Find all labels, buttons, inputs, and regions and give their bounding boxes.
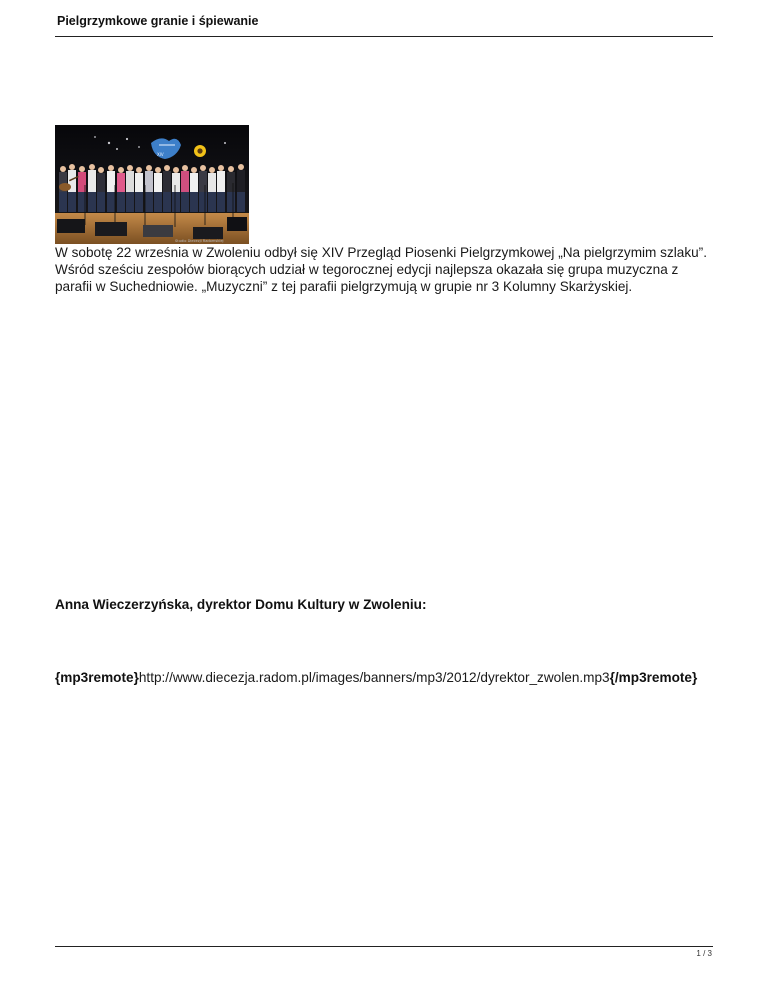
photo-credit: Studio Diecezji Radomskiej [175,239,224,243]
page-number: 1 / 3 [696,949,712,958]
article-photo [55,125,249,244]
choir-on-stage-image [55,125,249,244]
mp3-embed-code [55,669,715,686]
page-title: Pielgrzymkowe granie i śpiewanie [57,14,259,28]
article-intro: W sobotę 22 września w Zwoleniu odbył się XIV Przegląd Piosenki Pielgrzymkowej „Na pielgrzymim szlaku”. Wśród sześciu zespołów biorących udział w tegorocznej edycji najlepsza okazała się grupa muzyczna z parafii w Suchedniowie. „Muzyczni” z tej parafii pielgrzymują w grupie nr 3 Kolumny Skarżyskiej. [55,245,707,294]
speaker-heading: Anna Wieczerzyńska, dyrektor Domu Kultury w Zwoleniu: [55,597,427,612]
svg-text:XIV: XIV [157,152,164,157]
mp3-close-tag: {/mp3remote} [609,670,698,685]
sunflower-decoration [194,145,206,157]
mp3-open-tag: {mp3remote} [55,670,139,685]
footer-divider [55,946,713,947]
mp3-url-link[interactable]: http://www.diecezja.radom.pl/images/banners/mp3/2012/dyrektor_zwolen.mp3 [138,670,610,685]
page-header [55,10,713,37]
